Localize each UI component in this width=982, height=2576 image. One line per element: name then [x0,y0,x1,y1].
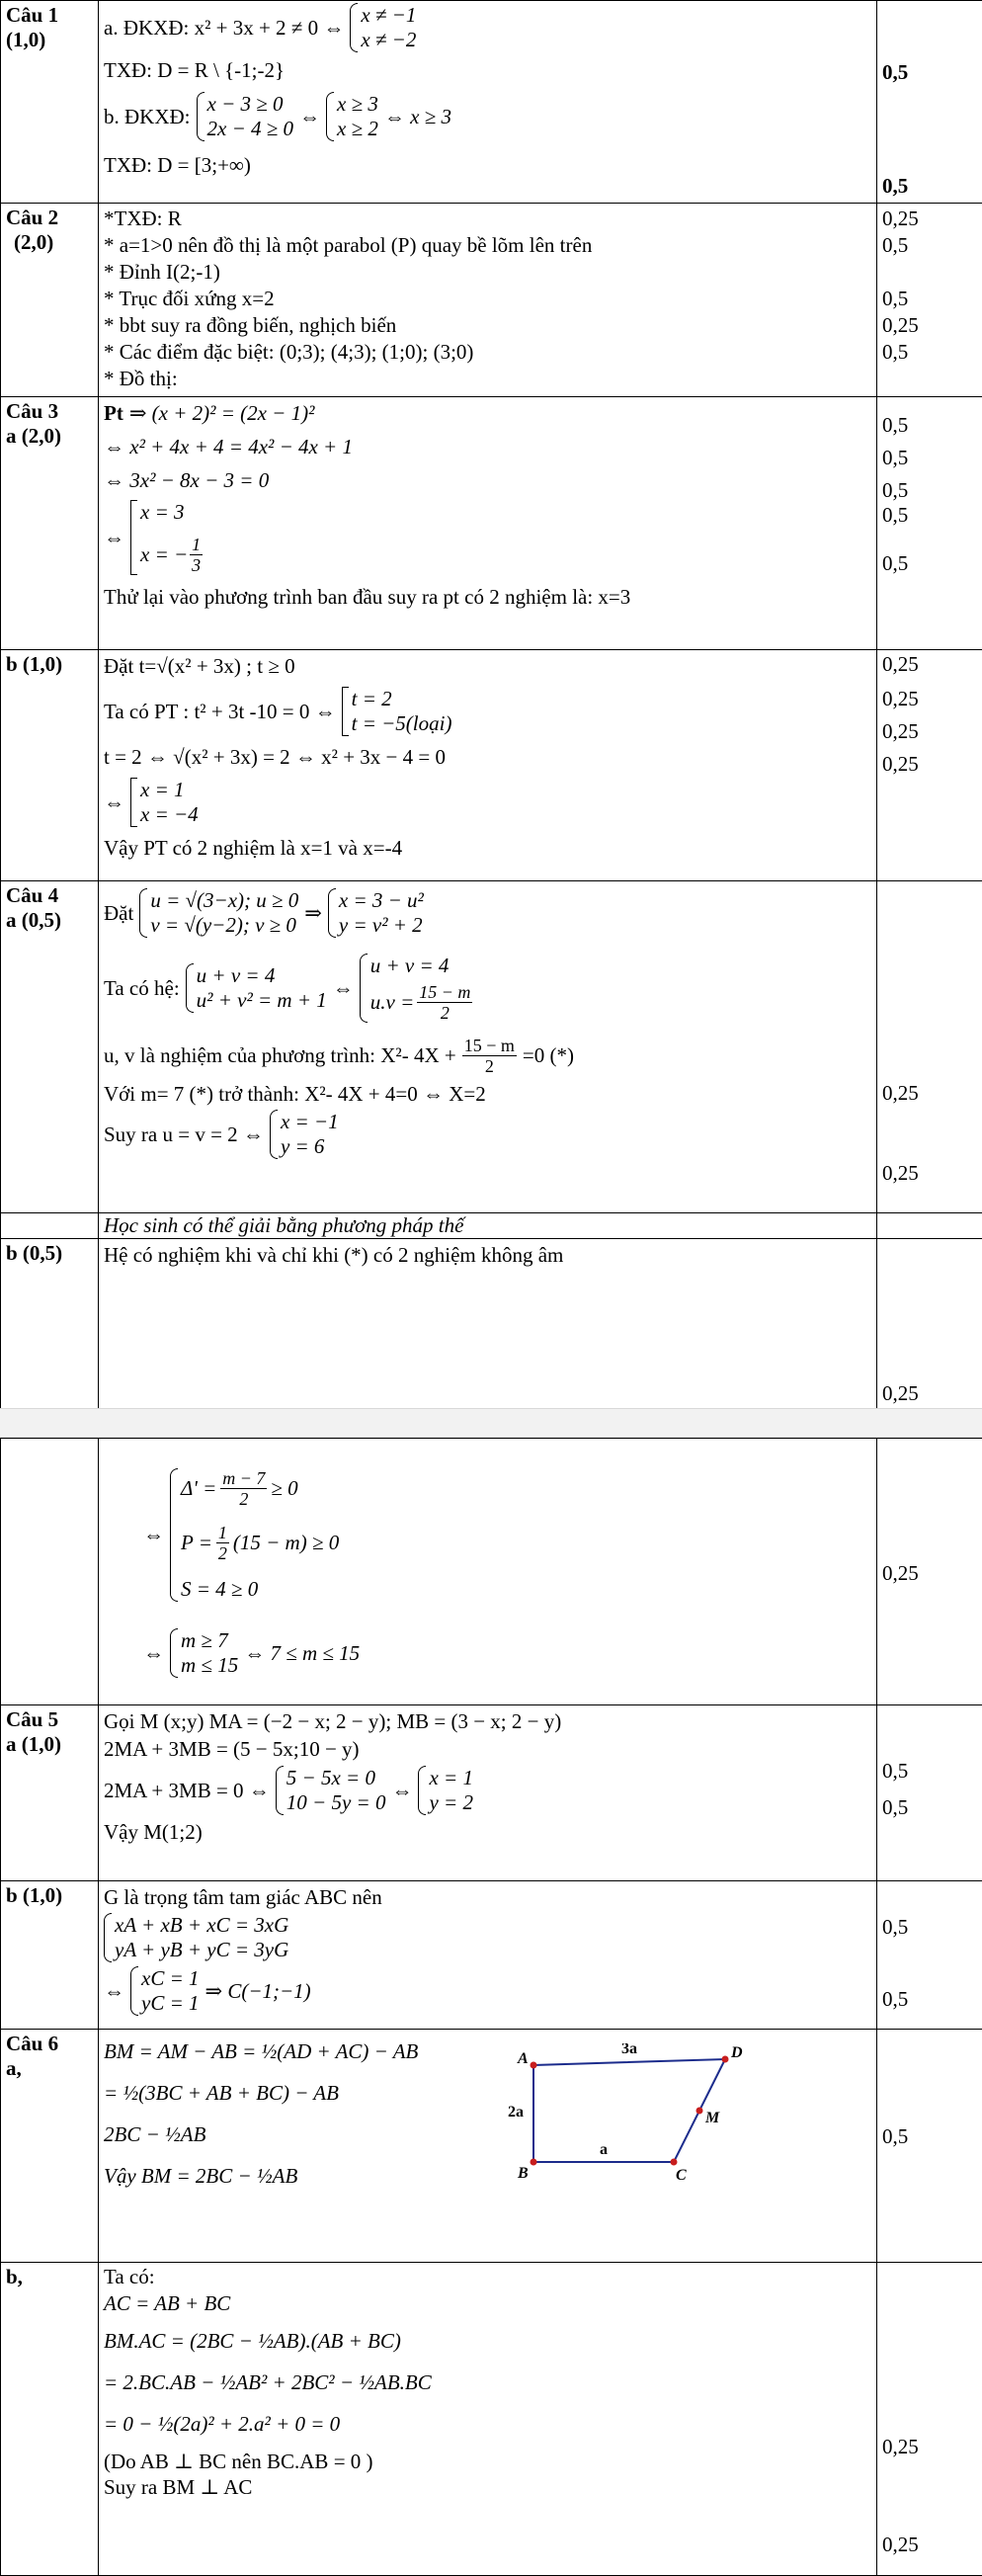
q6a-content [99,2030,877,2263]
q5a-sys-line: x = 1 [429,1766,473,1790]
q3a-line-2: ⇔ x² + 4x + 4 = 4x² − 4x + 1 [104,435,353,459]
q4b-p: P = [181,1531,212,1555]
q3b-sys-line: x = 1 [140,778,199,802]
q6b-label: b, [6,2265,93,2289]
q4b-score-cell [877,1239,982,1409]
q6b-line-6: (Do AB ⊥ BC nên BC.AB = 0 ) [104,2450,373,2474]
q4b-cont-content: ⇔ Δ' = $\frac{m - 7}{2}$ ≥ 0 P = $\frac{1}{2}$ (15 − m) ≥ 0 S = 4 ≥ 0 ⇔ m ≥ 7 m ≤ 15 ⇔ 7 ≤ m ≤ 15 [99,1439,877,1705]
q2-score: 0,25 [882,312,977,339]
q4a-points: a (0,5) [6,908,93,933]
q6a-score-cell [877,2030,982,2263]
vertex-c-dot [671,2159,678,2166]
q1-a-system [350,3,416,52]
vertex-d-dot [722,2056,729,2063]
q4b-result: ⇔ 7 ≤ m ≤ 15 [244,1641,360,1666]
q5a-line-4: Vậy M(1;2) [104,1820,203,1845]
q4b-delta-frac [220,1468,267,1509]
q4b-p-frac [216,1523,229,1563]
q1-a-condition: a. ĐKXĐ: x² + 3x + 2 ≠ 0 ⇔ [104,16,344,41]
q2-content [99,204,877,397]
q3a-line-1: ⇒ (x + 2)² = (2x − 1)² [129,401,315,426]
q4-note-cell [99,1213,877,1239]
q5b-system-1 [104,1913,288,1962]
q4a-sys-line: x = 3 − u² [339,888,424,913]
q2-score: 0,5 [882,286,977,312]
page-break [0,1408,982,1438]
row-q2 [1,204,982,397]
q4b-delta-post: ≥ 0 [271,1476,297,1501]
q4a-score-cell [877,881,982,1213]
q2-line: * Các điểm đặc biệt: (0;3); (4;3); (1;0); (3;0) [104,339,871,366]
q1-a-sys-line: x ≠ −1 [361,3,416,28]
frac-den: 2 [485,1056,494,1076]
q5a-system-1 [276,1766,386,1815]
q2-score: 0,25 [882,206,977,232]
q6b-content [99,2263,877,2576]
q4a-system-5 [270,1110,339,1159]
q5a-sys-line: y = 2 [429,1790,473,1815]
q2-score: 0,5 [882,339,977,366]
q6b-line-5: = 0 − ½(2a)² + 2.a² + 0 = 0 [104,2412,340,2437]
q6b-line-3: BM.AC = (2BC − ½AB).(AB + BC) [104,2329,401,2354]
q5b-result: ⇒ C(−1;−1) [205,1979,311,2004]
q5a-line-3: 2MA + 3MB = 0 ⇔ [104,1779,270,1803]
vertex-m-dot [696,2108,703,2115]
row-q5b [1,1881,982,2030]
q1-label-cell [1,1,99,204]
row-q1 [1,1,982,204]
q4b-p-post: (15 − m) ≥ 0 [233,1531,339,1555]
row-q5a [1,1705,982,1881]
q6a-label: Câu 6 [6,2032,93,2056]
q1-b-sys-line: x ≥ 3 [337,92,378,117]
q4b-label-cell [1,1239,99,1409]
q3b-score-cell [877,650,982,881]
frac-num: 1 [216,1523,229,1543]
q6a-line-2: = ½(3BC + AB + BC) − AB [104,2081,339,2106]
q6b-line-2: AC = AB + BC [104,2291,230,2316]
q3a-line-5: Thử lại vào phương trình ban đầu suy ra pt có 2 nghiệm là: x=3 [104,585,630,610]
q6b-score: 0,25 [882,2435,977,2459]
vertex-a-label: A [517,2050,529,2067]
q4-note: Học sinh có thể giải bằng phương pháp thế [104,1213,463,1237]
q5a-label-cell [1,1705,99,1881]
q2-score-cell [877,204,982,397]
q4a-sys-line: y = 6 [281,1134,339,1159]
q3b-score: 0,25 [882,752,977,777]
answer-key-page-2 [0,1438,982,2575]
note-score-cell [877,1213,982,1239]
q4b-cont-score: 0,25 [882,1561,977,1586]
q1-b-sys-line: x ≥ 2 [337,117,378,141]
q5b-content: G là trọng tâm tam giác ABC nên xA + xB + xC = 3xG yA + yB + yC = 3yG ⇔ xC = 1 yC = 1 ⇒ C(−1;−1) [99,1881,877,2030]
q5a-label: Câu 5 [6,1707,93,1732]
q5a-score: 0,5 [882,1795,977,1820]
q1-label: Câu 1 [6,3,93,28]
frac-num: m − 7 [220,1468,267,1489]
row-q4b-cont [1,1439,982,1705]
q5b-line-1: G là trọng tâm tam giác ABC nên [104,1885,382,1910]
frac-num: 15 − m [417,982,472,1003]
q1-b-condition: b. ĐKXĐ: [104,105,191,129]
q4a-line-4: Với m= 7 (*) trở thành: X²- 4X + 4=0 ⇔ X=2 [104,1082,486,1107]
q6b-label-cell [1,2263,99,2576]
q4b-result-line: m ≥ 7 [181,1628,238,1653]
q2-line: *TXĐ: R [104,206,871,232]
q2-line: * Đồ thị: [104,366,871,392]
q5a-system-2 [418,1766,473,1815]
q5b-sys-line: yC = 1 [141,1991,200,2016]
q3b-score: 0,25 [882,719,977,744]
row-q4-note [1,1213,982,1239]
q4a-content: Đặt u = √(3−x); u ≥ 0 v = √(y−2); v ≥ 0 ⇒ x = 3 − u² y = v² + 2 Ta có hệ: u + v = 4 u² + v² = m + 1 ⇔ u + v = 4 u.v = $\frac{15 - m}{2}$ u, v là nghiệm của phương trình: X²- 4X + $\frac{15 - m}{2}$ =0 (*) Với m= 7 (*) trở thành: X²- 4X + 4=0 ⇔ X=2 Suy ra u = v = 2 ⇔ x = −1 y = 6 [99,881,877,1213]
trapezoid-figure [494,2043,790,2241]
note-empty-cell [1,1213,99,1239]
q1-b-system-2 [326,92,378,141]
q5b-label: b (1,0) [6,1883,93,1908]
q1-b-domain: TXĐ: D = [3;+∞) [104,153,251,178]
q4a-fraction-2 [462,1036,517,1076]
q4a-sys-line: v = √(y−2); v ≥ 0 [150,913,298,938]
row-q6a [1,2030,982,2263]
q4a-label-cell [1,881,99,1213]
q6a-line-4: Vậy BM = 2BC − ½AB [104,2164,297,2189]
q2-line: * bbt suy ra đồng biến, nghịch biến [104,312,871,339]
q3a-label: Câu 3 [6,399,93,424]
q6b-score: 0,25 [882,2533,977,2557]
q4a-label: Câu 4 [6,883,93,908]
frac-den: 2 [441,1003,450,1023]
q3a-label-cell [1,397,99,650]
q1-a-sys-line: x ≠ −2 [361,28,416,52]
q4a-system-1 [139,888,298,938]
q5a-points: a (1,0) [6,1732,93,1757]
q5b-sys-line: yA + yB + yC = 3yG [115,1938,288,1962]
q1-score-cell [877,1,982,204]
q4a-fraction-1 [417,982,472,1023]
vertex-b-label: B [517,2165,529,2182]
q4a-line-5: Suy ra u = v = 2 ⇔ [104,1122,264,1147]
q5b-sys-line: xA + xB + xC = 3xG [115,1913,288,1938]
q4a-score: 0,25 [882,1081,977,1106]
q4a-sys-line: u.v = [370,990,415,1015]
row-q3b [1,650,982,881]
q2-label-cell [1,204,99,397]
q3b-label: b (1,0) [6,652,93,677]
q5a-line-2: 2MA + 3MB = (5 − 5x;10 − y) [104,1737,360,1762]
q1-b-system-1 [197,92,294,141]
q3b-score: 0,25 [882,687,977,711]
q2-line: * Đỉnh I(2;-1) [104,259,871,286]
q3b-score: 0,25 [882,652,977,677]
q3a-sys-line: x = 3 [140,500,203,525]
q1-b-sys-line: 2x − 4 ≥ 0 [207,117,294,141]
q2-line: * Trục đối xứng x=2 [104,286,871,312]
q5b-score-cell [877,1881,982,2030]
q3b-system-2 [130,778,199,827]
q4b-s: S = 4 ≥ 0 [181,1577,339,1602]
q3a-score: 0,5 [882,446,977,470]
vertex-a-dot [531,2062,537,2069]
row-q4b [1,1239,982,1409]
q5b-score: 0,5 [882,1915,977,1940]
q1-content: a. ĐKXĐ: x² + 3x + 2 ≠ 0 ⇔ x ≠ −1 x ≠ −2 TXĐ: D = R \ {-1;-2} b. ĐKXĐ: x − 3 ≥ 0 2x − 4 ≥ 0 ⇔ x ≥ 3 x ≥ 2 ⇔ x ≥ 3 TXĐ: D = [3;+∞) [99,1,877,204]
q4a-score: 0,25 [882,1161,977,1186]
q4b-result-line: m ≤ 15 [181,1653,238,1678]
q4b-line-1: Hệ có nghiệm khi và chỉ khi (*) có 2 nghiệm không âm [104,1243,563,1268]
q2-label: Câu 2 [6,206,93,230]
side-top-label: 3a [621,2043,637,2057]
q2-line: * a=1>0 nên đồ thị là một parabol (P) quay bề lõm lên trên [104,232,871,259]
q6b-line-1: Ta có: [104,2265,155,2289]
q3a-system [130,500,203,575]
q4a-sys-line: u + v = 4 [197,963,327,988]
q4a-he: Ta có hệ: [104,976,180,1001]
side-left-label: 2a [508,2104,524,2120]
q4a-sys-line: u = √(3−x); u ≥ 0 [150,888,298,913]
vertex-m-label: M [704,2110,720,2126]
q3a-fraction [190,535,203,575]
q5b-sys-line: xC = 1 [141,1966,200,1991]
vertex-c-label: C [676,2167,687,2184]
q4a-line-3-post: =0 (*) [523,1043,574,1068]
q4a-line-3: u, v là nghiệm của phương trình: X²- 4X + [104,1043,456,1068]
q5a-sys-line: 10 − 5y = 0 [286,1790,386,1815]
q3a-score-cell [877,397,982,650]
q5b-score: 0,5 [882,1987,977,2012]
q1-score-a: 0,5 [882,60,977,85]
row-q4a [1,881,982,1213]
q1-points: (1,0) [6,28,93,52]
q4b-delta: Δ' = [181,1476,216,1501]
q6a-points: a, [6,2056,93,2081]
q4b-cont-system [170,1468,339,1602]
q1-a-domain: TXĐ: D = R \ {-1;-2} [104,58,285,83]
q3b-label-cell [1,650,99,881]
q4b-result-system [170,1628,238,1678]
q4b-cont-label-cell [1,1439,99,1705]
q3b-content: Đặt t=√(x² + 3x) ; t ≥ 0 Ta có PT : t² + 3t -10 = 0 ⇔ t = 2 t = −5(loại) t = 2 ⇔ √(x² + 3x) = 2 ⇔ x² + 3x − 4 = 0 ⇔ x = 1 x = −4 Vậy PT có 2 nghiệm là x=1 và x=-4 [99,650,877,881]
q3a-score: 0,5 [882,478,977,503]
q6a-line-1: BM = AM − AB = ½(AD + AC) − AB [104,2039,418,2064]
q3a-score: 0,5 [882,413,977,438]
q5a-score: 0,5 [882,1759,977,1784]
q6a-label-cell [1,2030,99,2263]
q5a-sys-line: 5 − 5x = 0 [286,1766,386,1790]
row-q6b [1,2263,982,2576]
q3a-line-3: ⇔ 3x² − 8x − 3 = 0 [104,468,269,493]
q5a-score-cell [877,1705,982,1881]
frac-num: 1 [190,535,203,555]
q3a-score: 0,5 [882,503,977,528]
q4a-sys-line: u² + v² = m + 1 [197,988,327,1013]
q1-score-b: 0,5 [882,174,977,199]
q3b-line-3: t = 2 ⇔ √(x² + 3x) = 2 ⇔ x² + 3x − 4 = 0 [104,745,446,770]
q5a-content: Gọi M (x;y) MA = (−2 − x; 2 − y); MB = (3 − x; 2 − y) 2MA + 3MB = (5 − 5x;10 − y) 2MA + 3MB = 0 ⇔ 5 − 5x = 0 10 − 5y = 0 ⇔ x = 1 y = 2 Vậy M(1;2) [99,1705,877,1881]
q5b-label-cell [1,1881,99,2030]
q4a-sys-line: u + v = 4 [370,954,473,978]
q5b-system-2 [130,1966,200,2016]
q2-points: (2,0) [6,230,93,255]
q4a-system-3 [186,963,327,1013]
frac-den: 3 [192,555,201,575]
q3a-sys-line: x = − [140,542,188,567]
q5a-line-1: Gọi M (x;y) MA = (−2 − x; 2 − y); MB = (3 − x; 2 − y) [104,1709,561,1734]
q6a-score: 0,5 [882,2124,977,2149]
frac-den: 2 [218,1543,227,1563]
side-bottom-label: a [600,2141,608,2158]
q4b-content [99,1239,877,1409]
q2-score: 0,5 [882,232,977,259]
q4a-sys-line: x = −1 [281,1110,339,1134]
answer-table-2 [0,1438,982,2576]
q6b-score-cell [877,2263,982,2576]
q2-score [882,259,977,286]
q3a-points: a (2,0) [6,424,93,449]
q4a-system-4 [360,954,473,1023]
q3a-score: 0,5 [882,551,977,576]
q1-b-sys-line: x − 3 ≥ 0 [207,92,294,117]
q3b-system-1 [342,687,452,736]
vertex-d-label: D [730,2044,743,2061]
q1-b-result: ⇔ x ≥ 3 [384,105,451,129]
frac-num: 15 − m [462,1036,517,1056]
row-q3a [1,397,982,650]
q3b-sys-line: x = −4 [140,802,199,827]
vertex-b-dot [531,2159,537,2166]
q3a-pt: Pt [104,401,123,426]
q4b-score: 0,25 [882,1381,977,1406]
q6b-line-7: Suy ra BM ⊥ AC [104,2475,252,2500]
q3b-sys-line: t = −5(loại) [352,711,452,736]
q6b-line-4: = 2.BC.AB − ½AB² + 2BC² − ½AB.BC [104,2370,432,2395]
q3b-line-5: Vậy PT có 2 nghiệm là x=1 và x=-4 [104,836,402,861]
q3b-line-1: Đặt t=√(x² + 3x) ; t ≥ 0 [104,654,295,679]
q4b-label: b (0,5) [6,1241,93,1266]
q6a-line-3: 2BC − ½AB [104,2122,205,2147]
frac-den: 2 [239,1489,248,1509]
q3a-content: Pt ⇒ (x + 2)² = (2x − 1)² ⇔ x² + 4x + 4 = 4x² − 4x + 1 ⇔ 3x² − 8x − 3 = 0 ⇔ x = 3 x = − $\frac{1}{3}$ Thử lại vào phương trình ban đầu suy ra pt có 2 nghiệm là: x=3 [99,397,877,650]
q4b-cont-score-cell [877,1439,982,1705]
q4a-system-2 [328,888,424,938]
q4a-dat: Đặt [104,901,133,926]
q3b-sys-line: t = 2 [352,687,452,711]
q3b-line-2: Ta có PT : t² + 3t -10 = 0 ⇔ [104,700,336,724]
q4a-sys-line: y = v² + 2 [339,913,424,938]
